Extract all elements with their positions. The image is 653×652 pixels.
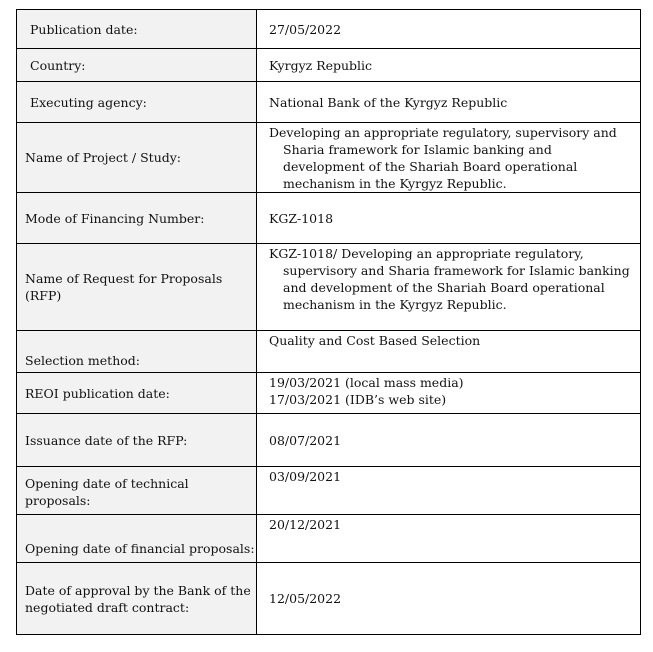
row-label: Issuance date of the RFP: bbox=[17, 414, 257, 467]
table-row bbox=[17, 10, 641, 49]
row-value: Kyrgyz Republic bbox=[257, 49, 641, 82]
row-label: Opening date of financial proposals: bbox=[17, 515, 257, 563]
table-row bbox=[17, 373, 641, 414]
row-label: Mode of Financing Number: bbox=[17, 193, 257, 244]
row-label: Name of Request for Proposals (RFP) bbox=[17, 244, 257, 331]
row-value: Quality and Cost Based Selection bbox=[257, 331, 641, 373]
table-row bbox=[17, 563, 641, 635]
table-row bbox=[17, 193, 641, 244]
row-label: Publication date: bbox=[17, 10, 257, 49]
table-row bbox=[17, 414, 641, 467]
row-value: 27/05/2022 bbox=[257, 10, 641, 49]
row-label: Name of Project / Study: bbox=[17, 123, 257, 193]
row-label: Selection method: bbox=[17, 331, 257, 373]
row-value-cell bbox=[257, 244, 641, 331]
row-value: KGZ-1018 bbox=[257, 193, 641, 244]
row-value-line: 17/03/2021 (IDB’s web site) bbox=[269, 392, 447, 407]
table-row bbox=[17, 515, 641, 563]
table-row bbox=[17, 331, 641, 373]
procurement-info-table bbox=[16, 9, 641, 635]
row-value: KGZ-1018/ Developing an appropriate regulatory, supervisory and Sharia framework for Islamic banking and development of the Shariah Board operational mechanism in the Kyrgyz Republic. bbox=[269, 246, 630, 312]
row-value: National Bank of the Kyrgyz Republic bbox=[257, 82, 641, 123]
row-value-line: 19/03/2021 (local mass media) bbox=[269, 375, 464, 390]
table-row bbox=[17, 49, 641, 82]
row-value-cell bbox=[257, 123, 641, 193]
row-value: 08/07/2021 bbox=[257, 414, 641, 467]
table-row bbox=[17, 123, 641, 193]
row-label: Country: bbox=[17, 49, 257, 82]
row-value: 12/05/2022 bbox=[257, 563, 641, 635]
row-label: Executing agency: bbox=[17, 82, 257, 123]
row-label: Opening date of technical proposals: bbox=[17, 467, 257, 515]
row-label: REOI publication date: bbox=[17, 373, 257, 414]
row-value: 20/12/2021 bbox=[257, 515, 641, 563]
row-value-cell bbox=[257, 373, 641, 414]
table-row bbox=[17, 244, 641, 331]
row-value: 03/09/2021 bbox=[257, 467, 641, 515]
row-label: Date of approval by the Bank of the negotiated draft contract: bbox=[17, 563, 257, 635]
row-value: Developing an appropriate regulatory, supervisory and Sharia framework for Islamic banking and development of the Shariah Board operational mechanism in the Kyrgyz Republic. bbox=[269, 125, 617, 191]
table-row bbox=[17, 82, 641, 123]
table-row bbox=[17, 467, 641, 515]
